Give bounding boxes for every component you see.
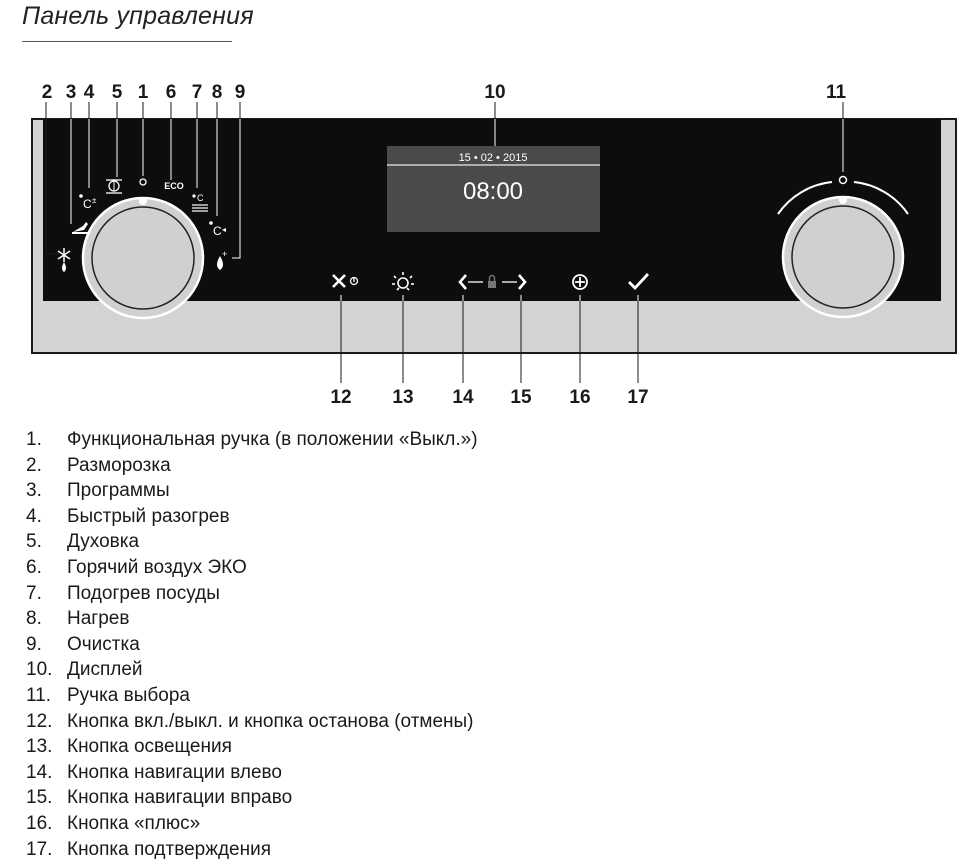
- svg-text:±: ±: [92, 196, 97, 205]
- legend-list: [26, 427, 478, 862]
- callout-2: 2: [41, 82, 53, 103]
- legend-item: 15. Кнопка навигации вправо: [26, 787, 293, 809]
- svg-text:C: C: [83, 197, 92, 211]
- legend-item: 13. Кнопка освещения: [26, 736, 232, 758]
- callout-16: 16: [569, 387, 591, 408]
- callout-6: 6: [165, 82, 177, 103]
- callout-12: 12: [330, 387, 352, 408]
- legend-item: 4. Быстрый разогрев: [26, 505, 230, 527]
- plus-icon: [573, 275, 587, 289]
- callout-15: 15: [510, 387, 532, 408]
- legend-item: 14. Кнопка навигации влево: [26, 761, 282, 783]
- legend-item: 5. Духовка: [26, 531, 140, 553]
- legend-item: 1. Функциональная ручка (в положении «Выкл.»): [26, 429, 478, 450]
- callout-14: 14: [452, 387, 474, 408]
- callout-17: 17: [627, 387, 649, 408]
- control-panel-diagram: [0, 0, 967, 420]
- plus-button[interactable]: [573, 275, 587, 289]
- legend-item: 11. Ручка выбора: [26, 684, 190, 706]
- svg-text:+: +: [222, 249, 228, 259]
- callout-10: 10: [484, 82, 506, 103]
- callout-4: 4: [83, 82, 95, 103]
- callout-3: 3: [65, 82, 77, 103]
- svg-text:C: C: [213, 224, 222, 238]
- display-date: 15 • 02 • 2015: [458, 152, 528, 164]
- callout-1: 1: [137, 82, 149, 103]
- legend-item: 6. Горячий воздух ЭКО: [26, 556, 247, 578]
- legend-item: 9. Очистка: [26, 633, 140, 655]
- callout-13: 13: [392, 387, 414, 408]
- legend-item: 17. Кнопка подтверждения: [26, 838, 271, 860]
- legend-item: 7. Подогрев посуды: [26, 582, 220, 604]
- function-knob[interactable]: [83, 197, 203, 318]
- callout-11: 11: [825, 82, 847, 103]
- callout-5: 5: [111, 82, 123, 103]
- legend-item: 2. Разморозка: [26, 454, 171, 476]
- legend-item: 12. Кнопка вкл./выкл. и кнопка останова (отмены): [26, 710, 474, 732]
- legend-item: 16. Кнопка «плюс»: [26, 812, 201, 834]
- svg-text:C: C: [197, 193, 204, 203]
- display-time: 08:00: [462, 178, 524, 205]
- callout-9: 9: [234, 82, 246, 103]
- legend-item: 10. Дисплей: [26, 659, 143, 681]
- callout-7: 7: [191, 82, 203, 103]
- eco-label: ECO: [164, 181, 184, 191]
- legend-item: 8. Нагрев: [26, 608, 130, 630]
- page-title: Панель управления: [22, 2, 254, 30]
- callout-8: 8: [211, 82, 223, 103]
- display: [387, 146, 600, 232]
- legend-item: 3. Программы: [26, 480, 170, 502]
